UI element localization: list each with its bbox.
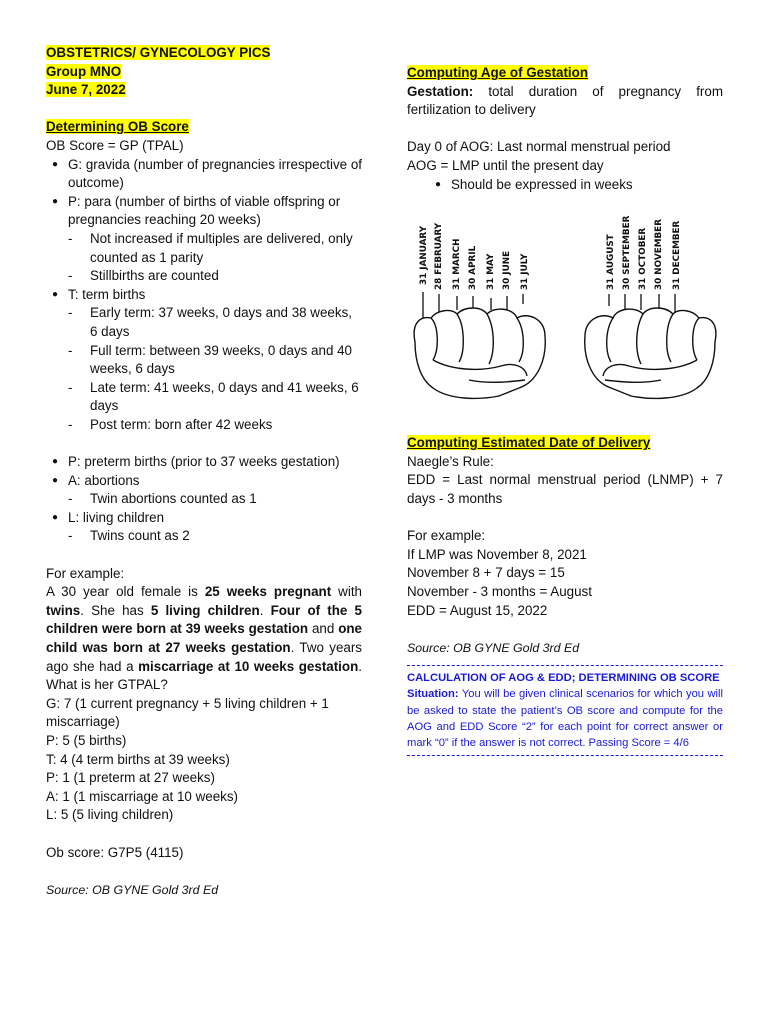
month-label: 31 OCTOBER [638, 227, 648, 291]
ob-score-result: Ob score: G7P5 (4115) [46, 844, 184, 860]
ob-score-heading: Determining OB Score [46, 119, 189, 135]
list-item [46, 453, 362, 472]
month-label: 31 AUGUST [606, 234, 616, 291]
list-item [46, 156, 362, 193]
sub-item: - Post term: born after 42 weeks [68, 416, 362, 435]
edd-formula: EDD = Last normal menstrual period (LNMP) + 7 days - 3 months [407, 472, 723, 506]
source-citation: Source: OB GYNE Gold 3rd Ed [46, 882, 219, 897]
month-label: 31 DECEMBER [672, 220, 682, 291]
pal-list [46, 453, 362, 546]
answer-line: A: 1 (1 miscarriage at 10 weeks) [46, 788, 239, 804]
answer-line: T: 4 (4 term births at 39 weeks) [46, 751, 230, 767]
month-label: 31 MAY [486, 253, 496, 291]
left-column [46, 44, 362, 899]
knuckle-months-illustration [409, 210, 721, 406]
edd-heading: Computing Estimated Date of Delivery [407, 435, 651, 451]
dashed-divider [407, 665, 723, 666]
scoring-box [407, 665, 723, 756]
month-label: 31 MARCH [452, 238, 462, 291]
doc-date: June 7, 2022 [46, 82, 126, 98]
example-paragraph: A 30 year old female is 25 weeks pregnant with twins. She has 5 living children. Four of the 5 children were born at 39 weeks gestation and one child was born at 27 weeks gestation. Two years ago she had a miscarriage at 10 weeks gestation. What is her GTPAL? [46, 584, 362, 693]
month-label: 31 JANUARY [419, 226, 429, 286]
month-label: 30 JUNE [502, 251, 512, 291]
example-intro: For example: [46, 565, 125, 581]
sub-item: - Twin abortions counted as 1 [68, 490, 362, 509]
preterm-text: P: preterm births (prior to 37 weeks gestation) [68, 454, 340, 470]
sub-item: - Twins count as 2 [68, 527, 362, 546]
group-name: Group MNO [46, 63, 122, 79]
list-item [46, 472, 362, 509]
day0-text: Day 0 of AOG: Last normal menstrual period [407, 139, 671, 155]
scoring-box-heading: CALCULATION OF AOG & EDD; DETERMINING OB SCORE [407, 672, 720, 685]
answer-line: P: 1 (1 preterm at 27 weeks) [46, 770, 215, 786]
list-item [46, 193, 362, 286]
sub-item: - Stillbirths are counted [68, 267, 362, 286]
month-label: 28 FEBRUARY [434, 223, 444, 291]
sub-item: - Full term: between 39 weeks, 0 days and 40 weeks, 6 days [68, 342, 362, 379]
edd-example-line: EDD = August 15, 2022 [407, 602, 548, 618]
month-label: 30 APRIL [468, 245, 478, 291]
month-label: 30 SEPTEMBER [622, 215, 632, 291]
doc-title: OBSTETRICS/ GYNECOLOGY PICS [46, 45, 271, 60]
right-hand-labels [606, 216, 682, 291]
living-text: L: living children [68, 509, 165, 525]
edd-source-citation: Source: OB GYNE Gold 3rd Ed [407, 640, 580, 655]
ob-score-formula: OB Score = GP (TPAL) [46, 137, 184, 153]
sub-item: - Late term: 41 weeks, 0 days and 41 weeks, 6 days [68, 379, 362, 416]
list-item [46, 509, 362, 546]
aog-lmp-text: AOG = LMP until the present day [407, 157, 604, 173]
abortion-text: A: abortions [68, 472, 140, 488]
answer-line: L: 5 (5 living children) [46, 807, 174, 823]
answer-line: P: 5 (5 births) [46, 732, 127, 748]
aog-heading: Computing Age of Gestation [407, 65, 589, 80]
para-text: P: para (number of births of viable offspring or pregnancies reaching 20 weeks) [68, 193, 341, 228]
edd-example-line: November - 3 months = August [407, 583, 592, 599]
sub-item: - Not increased if multiples are delivered, only counted as 1 parity [68, 230, 362, 267]
month-label: 30 NOVEMBER [654, 219, 664, 291]
dashed-divider [407, 755, 723, 756]
right-column [407, 64, 723, 760]
right-fist-drawing [585, 308, 716, 398]
edd-example-line: November 8 + 7 days = 15 [407, 565, 565, 581]
answer-line: G: 7 (1 current pregnancy + 5 living children + 1 miscarriage) [46, 695, 329, 730]
list-item: ● Should be expressed in weeks [429, 176, 723, 195]
sub-item: - Early term: 37 weeks, 0 days and 38 weeks, 6 days [68, 304, 362, 341]
list-item [46, 286, 362, 435]
gestation-definition: Gestation: total duration of pregnancy from fertilization to delivery [407, 83, 723, 118]
left-hand-labels [419, 222, 530, 290]
edd-example-line: If LMP was November 8, 2021 [407, 546, 587, 562]
month-label: 31 JULY [520, 253, 530, 291]
left-fist-drawing [414, 308, 545, 398]
term-text: T: term births [68, 286, 146, 302]
gravida-text: G: gravida (number of pregnancies irrespective of outcome) [68, 156, 362, 191]
gtpal-list [46, 156, 362, 435]
edd-example-intro: For example: [407, 528, 486, 544]
naegle-rule: Naegle’s Rule: [407, 453, 494, 469]
scoring-box-text: Situation: You will be given clinical scenarios for which you will be asked to state the patient’s OB score and compute for the AOG and EDD Score “2” for each point for correct answer or mark “0” if the answer is not correct. Passing Score = 4/6 [407, 688, 723, 750]
